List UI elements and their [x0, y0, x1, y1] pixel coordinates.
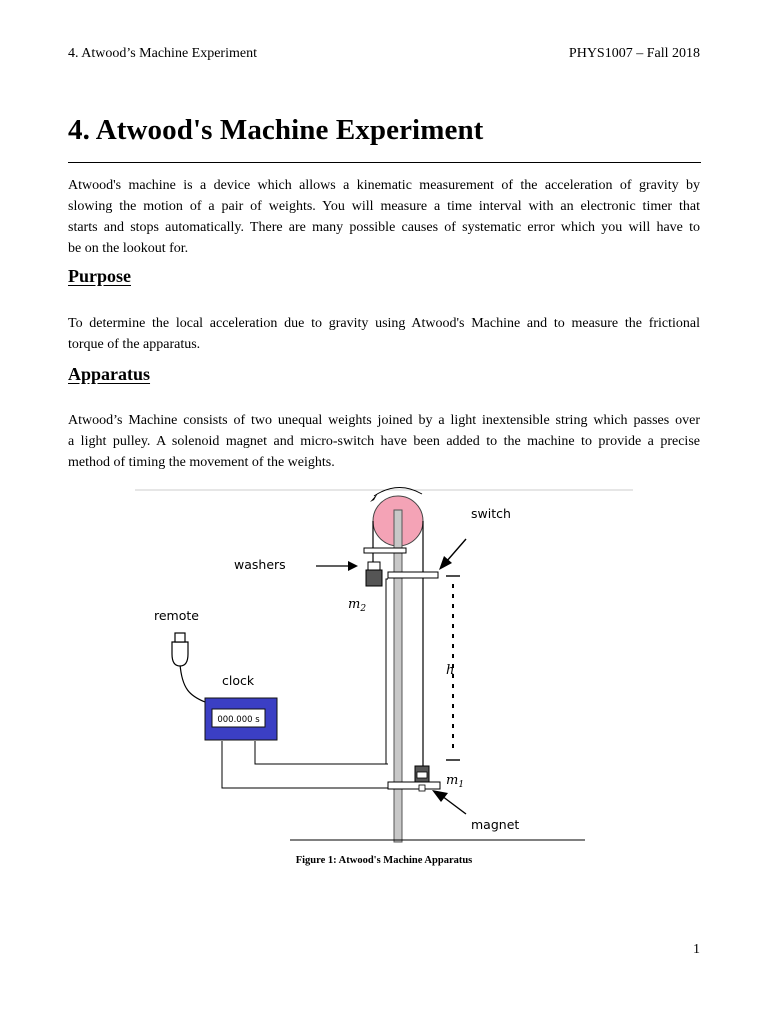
- title-rule: [68, 162, 701, 163]
- m2-label: [348, 597, 366, 614]
- apparatus-line: method of timing the movement of the weights.: [68, 455, 335, 470]
- figure-caption: Figure 1: Atwood's Machine Apparatus: [295, 855, 473, 866]
- remote-cable: [180, 664, 205, 702]
- page-number: 1: [693, 942, 700, 957]
- clock-label: clock: [222, 673, 255, 688]
- vertical-pole: [394, 510, 402, 842]
- h-label: h: [446, 663, 455, 678]
- m2-label-sub: 2: [360, 604, 367, 614]
- clock-display-text: 000.000 s: [217, 715, 260, 725]
- m2-label-base: m: [348, 597, 361, 612]
- m1-label: [446, 773, 464, 790]
- apparatus-paragraph: [68, 410, 700, 473]
- switch-label: switch: [471, 506, 511, 521]
- apparatus-line: a light pulley. A solenoid magnet and micro-switch have been added to the machine to provide a precise: [68, 434, 700, 449]
- m1-label-base: m: [446, 773, 459, 788]
- remote-button-icon: [175, 633, 185, 642]
- page-title: 4. Atwood's Machine Experiment: [68, 114, 484, 146]
- page-header: [68, 46, 700, 66]
- remote-icon: [172, 642, 188, 666]
- purpose-line: To determine the local acceleration due to gravity using Atwood's Machine and to measure the frictional: [68, 316, 700, 331]
- switch-bracket: [388, 572, 438, 578]
- top-platform: [364, 548, 406, 553]
- magnet-arrow-icon: [432, 790, 448, 802]
- intro-paragraph: [68, 175, 700, 259]
- purpose-heading: Purpose: [68, 266, 131, 286]
- switch-arrow-line: [446, 539, 466, 562]
- magnet-arrow-line: [442, 796, 466, 814]
- purpose-paragraph: [68, 313, 700, 355]
- intro-line: be on the lookout for.: [68, 241, 189, 256]
- magnet-bracket: [388, 782, 440, 789]
- intro-line: Atwood's machine is a device which allows a kinematic measurement of the acceleration of gravity by: [68, 178, 700, 193]
- wire-to-magnet: [255, 741, 388, 764]
- weight-m1-slot: [417, 772, 427, 778]
- rotation-arrow-icon: [374, 487, 422, 496]
- washers-label: washers: [234, 557, 286, 572]
- atwood-machine-figure: [130, 484, 640, 844]
- washers-arrow-icon: [348, 561, 358, 571]
- apparatus-heading: Apparatus: [68, 364, 151, 384]
- m1-label-sub: 1: [458, 780, 465, 790]
- header-right: PHYS1007 – Fall 2018: [568, 46, 700, 61]
- wire-clock-base: [222, 787, 388, 788]
- apparatus-diagram: [130, 484, 640, 844]
- washers-stack: [368, 562, 380, 570]
- magnet-block: [419, 785, 425, 791]
- weight-m2: [366, 570, 382, 586]
- remote-label: remote: [154, 608, 199, 623]
- header-left: 4. Atwood’s Machine Experiment: [68, 46, 257, 61]
- purpose-line: torque of the apparatus.: [68, 337, 201, 352]
- apparatus-line: Atwood’s Machine consists of two unequal weights joined by a light inextensible string which passes over: [68, 413, 700, 428]
- intro-line: starts and stops automatically. There are many possible causes of systematic error which you will have to: [68, 220, 700, 235]
- magnet-label: magnet: [471, 817, 520, 832]
- intro-line: slowing the motion of a pair of weights. You will measure a time interval with an electronic timer that: [68, 199, 700, 214]
